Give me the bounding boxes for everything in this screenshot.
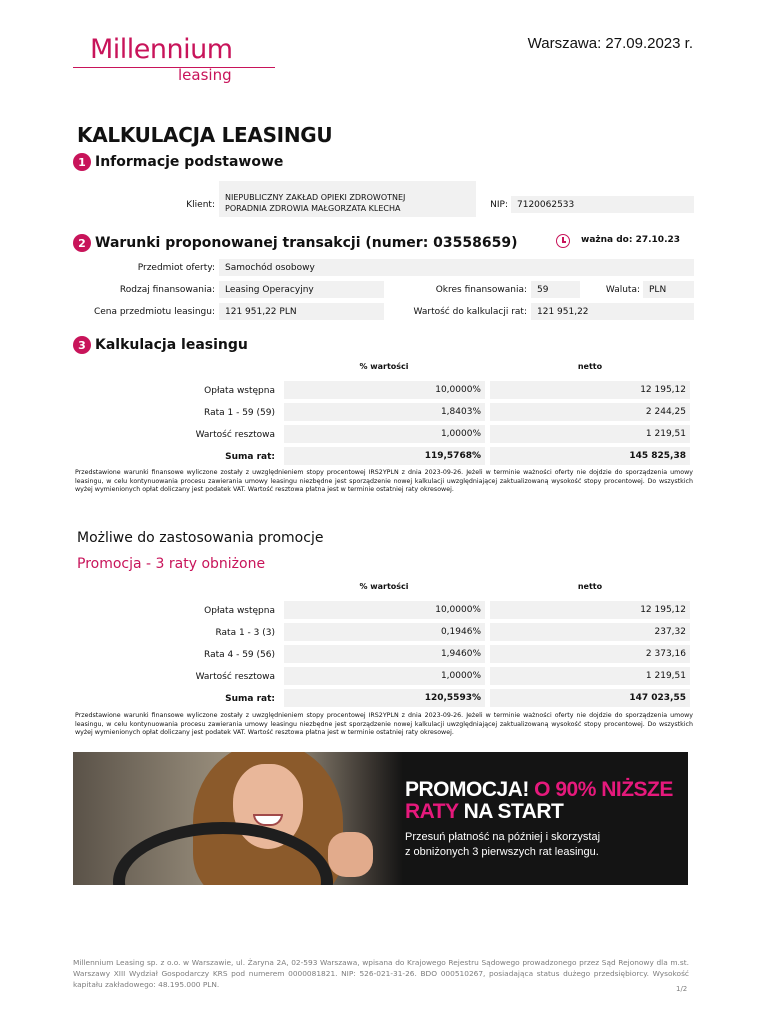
financing-type-value: Leasing Operacyjny xyxy=(219,281,384,298)
row-label: Rata 1 - 59 (59) xyxy=(204,408,275,418)
promo-banner xyxy=(73,752,688,885)
calc-value-label: Wartość do kalkulacji rat: xyxy=(413,307,527,317)
price-label: Cena przedmiotu leasingu: xyxy=(93,307,215,317)
row-label: Opłata wstępna xyxy=(204,606,275,616)
logo-subtext: leasing xyxy=(178,66,232,84)
subject-label: Przedmiot oferty: xyxy=(137,263,215,273)
section-title: Kalkulacja leasingu xyxy=(95,337,248,353)
nip-value: 7120062533 xyxy=(511,196,694,213)
row-label-total: Suma rat: xyxy=(225,452,275,462)
promotions-heading: Możliwe do zastosowania promocje xyxy=(77,530,324,546)
row-label: Rata 1 - 3 (3) xyxy=(215,628,275,638)
cell-net: 2 373,16 xyxy=(490,645,690,663)
photo-fist xyxy=(328,832,373,877)
currency-value: PLN xyxy=(643,281,694,298)
logo-underline xyxy=(73,67,275,68)
cell-net-total: 147 023,55 xyxy=(490,689,690,707)
promotion-name: Promocja - 3 raty obniżone xyxy=(77,556,266,572)
client-line-1: NIEPUBLICZNY ZAKŁAD OPIEKI ZDROWOTNEJ xyxy=(225,193,406,202)
nip-label: NIP: xyxy=(490,200,508,210)
cell-net: 1 219,51 xyxy=(490,667,690,685)
cell-net: 1 219,51 xyxy=(490,425,690,443)
client-line-2: PORADNIA ZDROWIA MAŁGORZATA KLECHA xyxy=(225,204,401,213)
cell-net: 12 195,12 xyxy=(490,601,690,619)
section-3-header xyxy=(73,335,248,355)
row-label: Opłata wstępna xyxy=(204,386,275,396)
column-header-net: netto xyxy=(577,362,603,371)
cell-percent: 1,0000% xyxy=(284,667,485,685)
financing-type-label: Rodzaj finansowania: xyxy=(119,285,215,295)
footer-company-info: Millennium Leasing sp. z o.o. w Warszawie, ul. Żaryna 2A, 02-593 Warszawa, wpisana do Krajowego Rejestru Sądowego prowadzonego przez Sąd Rejonowy dla m.st. Warszawy XIII Wydział Gospodarczy KRS pod numerem 0000081821. NIP: 526-021-31-26. BDO 000510267, posiadająca status dużego przedsiębiorcy. Wysokość kapitału zakładowego: 48.195.000 PLN. xyxy=(73,958,689,989)
section-2-header xyxy=(73,233,518,253)
cell-percent: 10,0000% xyxy=(284,381,485,399)
cell-percent-total: 120,5593% xyxy=(284,689,485,707)
period-label: Okres finansowania: xyxy=(435,285,527,295)
row-label: Rata 4 - 59 (56) xyxy=(204,650,275,660)
page-number: 1/2 xyxy=(676,985,688,993)
calc-value: 121 951,22 xyxy=(531,303,694,320)
cell-net-total: 145 825,38 xyxy=(490,447,690,465)
document-date: Warszawa: 27.09.2023 r. xyxy=(527,35,693,52)
cell-percent: 0,1946% xyxy=(284,623,485,641)
cell-percent: 10,0000% xyxy=(284,601,485,619)
cell-percent: 1,8403% xyxy=(284,403,485,421)
clock-icon xyxy=(556,234,570,248)
column-header-net: netto xyxy=(577,582,603,591)
section-1-header xyxy=(73,152,283,172)
section-title: Informacje podstawowe xyxy=(95,154,284,170)
section-number-badge: 2 xyxy=(73,234,91,252)
section-number-badge: 3 xyxy=(73,336,91,354)
client-label: Klient: xyxy=(186,200,215,210)
subject-value: Samochód osobowy xyxy=(219,259,694,276)
page-title: KALKULACJA LEASINGU xyxy=(77,123,333,147)
section-title: Warunki proponowanej transakcji (numer: 03558659) xyxy=(95,235,518,251)
client-value xyxy=(219,181,476,217)
banner-photo xyxy=(73,752,403,885)
column-header-percent: % wartości xyxy=(359,362,409,371)
cell-percent: 1,0000% xyxy=(284,425,485,443)
cell-net: 237,32 xyxy=(490,623,690,641)
column-header-percent: % wartości xyxy=(359,582,409,591)
section-number-badge: 1 xyxy=(73,153,91,171)
interest-rate-note: Przedstawione warunki finansowe wyliczone zostały z uwzględnieniem stopy procentowej IRS2YPLN z dnia 2023-09-26. Jeżeli w terminie ważności oferty nie dojdzie do sporządzenia umowy leasingu, w celu kontynuowania procesu zawierania umowy leasingu niezbędne jest sporządzenie nowej kalkulacji uwzględniającej zaktualizowaną wysokość stopy procentowej. Do wszystkich wyżej wymienionych opłat doliczany jest podatek VAT. Wartość resztowa płatna jest w terminie ostatniej raty okresowej. xyxy=(75,469,693,494)
cell-percent: 1,9460% xyxy=(284,645,485,663)
banner-subtext: Przesuń płatność na później i skorzystaj z obniżonych 3 pierwszych rat leasingu. xyxy=(405,831,601,858)
cell-percent-total: 119,5768% xyxy=(284,447,485,465)
period-value: 59 xyxy=(531,281,580,298)
cell-net: 2 244,25 xyxy=(490,403,690,421)
cell-net: 12 195,12 xyxy=(490,381,690,399)
row-label: Wartość resztowa xyxy=(195,672,275,682)
valid-until: ważna do: 27.10.23 xyxy=(581,235,681,245)
currency-label: Waluta: xyxy=(605,285,640,295)
price-value: 121 951,22 PLN xyxy=(219,303,384,320)
interest-rate-note: Przedstawione warunki finansowe wyliczone zostały z uwzględnieniem stopy procentowej IRS2YPLN z dnia 2023-09-26. Jeżeli w terminie ważności oferty nie dojdzie do sporządzenia umowy leasingu, w celu kontynuowania procesu zawierania umowy leasingu niezbędne jest sporządzenie nowej kalkulacji uwzględniającej zaktualizowaną wysokość stopy procentowej. Do wszystkich wyżej wymienionych opłat doliczany jest podatek VAT. Wartość resztowa płatna jest w terminie ostatniej raty okresowej. xyxy=(75,712,693,737)
banner-headline-1: PROMOCJA! O 90% NIŻSZE xyxy=(405,778,673,801)
banner-headline-2: RATY NA START xyxy=(405,800,564,823)
row-label-total: Suma rat: xyxy=(225,694,275,704)
logo-text: Millennium xyxy=(90,34,233,65)
row-label: Wartość resztowa xyxy=(195,430,275,440)
